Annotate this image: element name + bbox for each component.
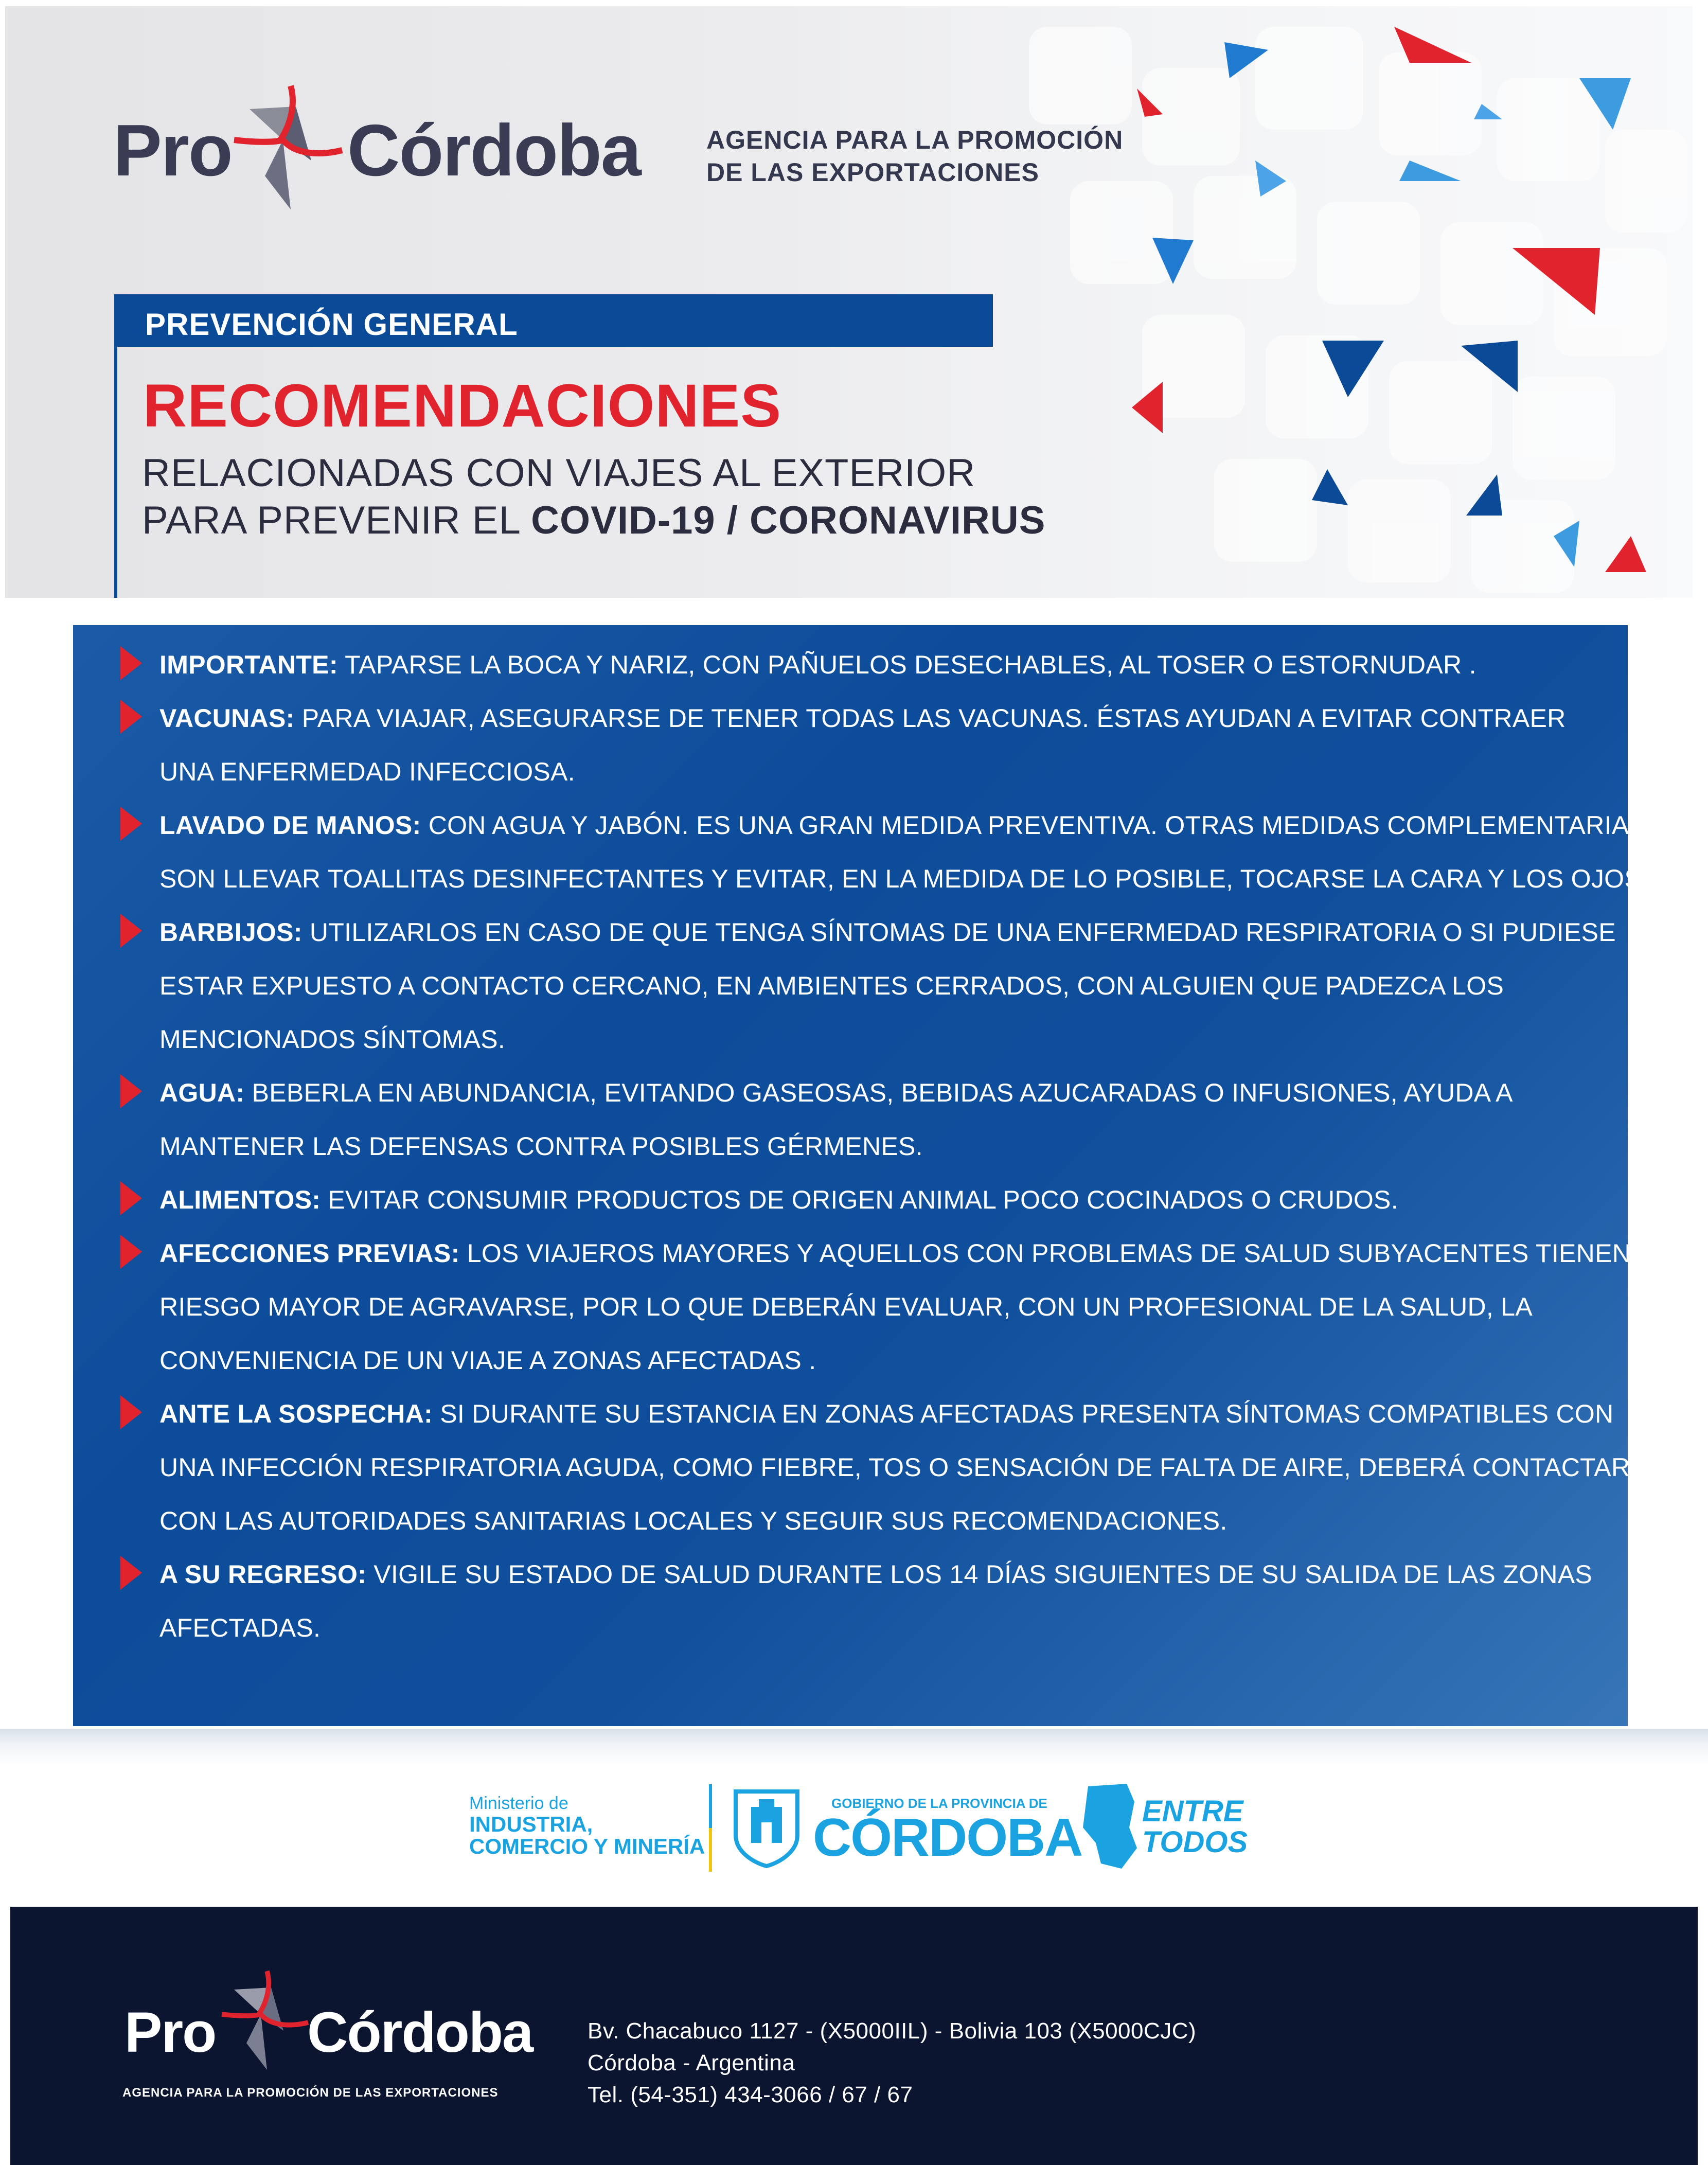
item-text-continued: CON LAS AUTORIDADES SANITARIAS LOCALES Y SEGUIR SUS RECOMENDACIONES. xyxy=(159,1506,1227,1535)
item-marker-icon xyxy=(120,1235,142,1269)
entre-text: ENTRE xyxy=(1142,1795,1243,1828)
province-small-text: GOBIERNO DE LA PROVINCIA DE xyxy=(831,1796,1047,1811)
item-marker-icon xyxy=(120,1395,142,1429)
item-text: UTILIZARLOS EN CASO DE QUE TENGA SÍNTOMAS DE UNA ENFERMEDAD RESPIRATORIA O SI PUDIESE xyxy=(302,918,1616,947)
item-label: AGUA: xyxy=(159,1078,245,1107)
footer-logo-pro: Pro xyxy=(124,2001,216,2064)
item-text: TAPARSE LA BOCA Y NARIZ, CON PAÑUELOS DESECHABLES, AL TOSER O ESTORNUDAR . xyxy=(337,650,1476,679)
recommendation-agua xyxy=(159,1080,1513,1106)
recommendation-afecciones-previas xyxy=(159,1240,1631,1266)
item-text-continued: RIESGO MAYOR DE AGRAVARSE, POR LO QUE DEBERÁN EVALUAR, CON UN PROFESIONAL DE LA SALUD, LA xyxy=(159,1292,1533,1321)
footer xyxy=(10,1907,1698,2165)
item-text: LOS VIAJEROS MAYORES Y AQUELLOS CON PROBLEMAS DE SALUD SUBYACENTES TIENEN xyxy=(459,1239,1631,1268)
recommendation-vacunas xyxy=(159,705,1566,731)
recommendation-barbijos xyxy=(159,919,1616,945)
item-label: ANTE LA SOSPECHA: xyxy=(159,1399,433,1428)
item-text-continued: MENCIONADOS SÍNTOMAS. xyxy=(159,1025,506,1054)
province-map-icon xyxy=(1078,1781,1140,1871)
item-text: EVITAR CONSUMIR PRODUCTOS DE ORIGEN ANIMAL POCO COCINADOS O CRUDOS. xyxy=(321,1185,1398,1214)
item-label: BARBIJOS: xyxy=(159,918,303,947)
item-text: CON AGUA Y JABÓN. ES UNA GRAN MEDIDA PREVENTIVA. OTRAS MEDIDAS COMPLEMENTARIAS xyxy=(421,811,1647,840)
item-label: LAVADO DE MANOS: xyxy=(159,811,421,840)
address-line-2: Córdoba - Argentina xyxy=(588,2050,795,2075)
item-marker-icon xyxy=(120,914,142,948)
agency-line-2: DE LAS EXPORTACIONES xyxy=(706,158,1039,187)
phone-line: Tel. (54-351) 434-3066 / 67 / 67 xyxy=(588,2082,913,2107)
item-marker-icon xyxy=(120,646,142,680)
province-name: CÓRDOBA xyxy=(813,1808,1082,1868)
footer-logo-cordoba: Córdoba xyxy=(307,2001,533,2064)
item-marker-icon xyxy=(120,807,142,841)
recommendation-a-su-regreso xyxy=(159,1561,1592,1587)
logo-pinwheel-icon xyxy=(219,78,347,222)
item-marker-icon xyxy=(120,1074,142,1108)
item-marker-icon xyxy=(120,1181,142,1215)
section-label: PREVENCIÓN GENERAL xyxy=(145,307,518,342)
item-text-continued: AFECTADAS. xyxy=(159,1613,321,1642)
section-label-bar xyxy=(114,294,993,347)
recommendation-ante-la-sospecha xyxy=(159,1401,1614,1427)
footer-tagline: AGENCIA PARA LA PROMOCIÓN DE LAS EXPORTACIONES xyxy=(122,2086,499,2100)
accent-line xyxy=(114,347,117,598)
item-text-continued: UNA ENFERMEDAD INFECCIOSA. xyxy=(159,757,575,786)
item-text: SI DURANTE SU ESTANCIA EN ZONAS AFECTADAS PRESENTA SÍNTOMAS COMPATIBLES CON xyxy=(433,1399,1614,1428)
item-label: IMPORTANTE: xyxy=(159,650,338,679)
subtitle-prefix: PARA PREVENIR EL xyxy=(142,499,531,542)
footer-logo xyxy=(124,1907,536,2113)
item-text-continued: MANTENER LAS DEFENSAS CONTRA POSIBLES GÉRMENES. xyxy=(159,1132,923,1161)
item-label: A SU REGRESO: xyxy=(159,1560,367,1589)
item-text: BEBERLA EN ABUNDANCIA, EVITANDO GASEOSAS, BEBIDAS AZUCARADAS O INFUSIONES, AYUDA A xyxy=(244,1078,1513,1107)
item-label: VACUNAS: xyxy=(159,704,295,733)
address-line-1: Bv. Chacabuco 1127 - (X5000IIL) - Bolivia 103 (X5000CJC) xyxy=(588,2018,1197,2044)
logo-pro-text: Pro xyxy=(113,110,232,191)
item-text-continued: SON LLEVAR TOALLITAS DESINFECTANTES Y EVITAR, EN LA MEDIDA DE LO POSIBLE, TOCARSE LA CARA Y LOS OJOS. xyxy=(159,864,1649,893)
item-text: PARA VIAJAR, ASEGURARSE DE TENER TODAS LAS VACUNAS. ÉSTAS AYUDAN A EVITAR CONTRAER xyxy=(294,704,1566,733)
subtitle-line-2 xyxy=(142,501,1045,540)
procordoba-logo xyxy=(113,78,638,222)
item-text-continued: CONVENIENCIA DE UN VIAJE A ZONAS AFECTADAS . xyxy=(159,1346,816,1375)
recommendation-alimentos xyxy=(159,1187,1398,1213)
footer-logo-pinwheel-icon xyxy=(209,1963,312,2082)
item-text-continued: UNA INFECCIÓN RESPIRATORIA AGUDA, COMO FIEBRE, TOS O SENSACIÓN DE FALTA DE AIRE, DEBERÁ CONTACTAR xyxy=(159,1453,1630,1482)
item-label: ALIMENTOS: xyxy=(159,1185,321,1214)
government-logos xyxy=(463,1775,1255,1878)
ministry-small-text: Ministerio de xyxy=(469,1794,568,1813)
agency-line-1: AGENCIA PARA LA PROMOCIÓN xyxy=(706,126,1124,154)
ministry-line-1: INDUSTRIA, xyxy=(469,1812,593,1836)
page-title: RECOMENDACIONES xyxy=(143,372,781,440)
recommendation-importante xyxy=(159,652,1476,678)
recommendations-panel xyxy=(73,625,1649,1726)
panel-shadow xyxy=(0,1729,1708,1765)
header-banner xyxy=(5,6,1693,598)
subtitle-highlight: COVID-19 / CORONAVIRUS xyxy=(531,499,1046,542)
logo-separator xyxy=(709,1784,712,1872)
item-marker-icon xyxy=(120,1556,142,1590)
subtitle-line-1: RELACIONADAS CON VIAJES AL EXTERIOR xyxy=(142,451,976,495)
logo-cordoba-text: Córdoba xyxy=(347,110,640,191)
item-text-continued: ESTAR EXPUESTO A CONTACTO CERCANO, EN AMBIENTES CERRADOS, CON ALGUIEN QUE PADEZCA LOS xyxy=(159,971,1504,1000)
triangles-decoration xyxy=(1008,6,1693,598)
ministry-line-2: COMERCIO Y MINERÍA xyxy=(469,1834,705,1858)
recommendation-lavado-de-manos xyxy=(159,812,1646,838)
province-shield-icon xyxy=(731,1786,803,1869)
item-marker-icon xyxy=(120,700,142,734)
todos-text: TODOS xyxy=(1142,1825,1248,1859)
item-label: AFECCIONES PREVIAS: xyxy=(159,1239,460,1268)
item-text: VIGILE SU ESTADO DE SALUD DURANTE LOS 14 DÍAS SIGUIENTES DE SU SALIDA DE LAS ZONAS xyxy=(366,1560,1593,1589)
